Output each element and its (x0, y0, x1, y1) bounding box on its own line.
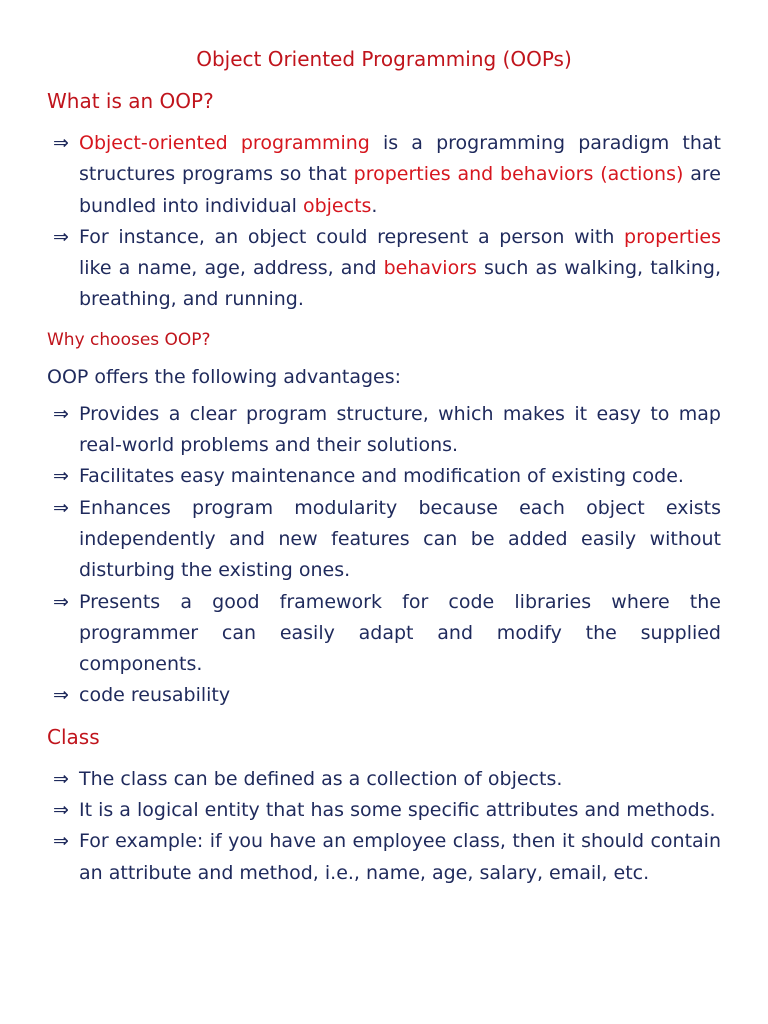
page-title: Object Oriented Programming (OOPs) (196, 47, 572, 71)
heading-what-is-oop: What is an OOP? (47, 89, 214, 113)
class-list (47, 764, 721, 889)
list-item (47, 764, 721, 795)
list-item (47, 493, 721, 587)
heading-why-oop: Why chooses OOP? (47, 329, 211, 350)
arrow-icon: ⇒ (53, 496, 69, 519)
list-item-text: Enhances program modularity because each object exists independently and new features can be added easily without disturbing the existing ones. (79, 496, 721, 582)
list-item-text: code reusability (79, 684, 231, 707)
arrow-icon: ⇒ (53, 684, 69, 707)
heading-class: Class (47, 724, 100, 749)
list-item (47, 461, 721, 492)
body-text: is a programming paradigm that structures programs so that (79, 132, 721, 186)
list-item-text: It is a logical entity that has some specific attributes and methods. (79, 799, 716, 822)
list-item-text: Provides a clear program structure, which makes it easy to map real-world problems and their solutions. (79, 402, 721, 457)
list-item-text: The class can be defined as a collection of objects. (79, 767, 563, 790)
body-text: like a name, age, address, and (79, 257, 384, 280)
arrow-icon: ⇒ (53, 465, 69, 488)
what-list (47, 128, 721, 316)
list-item-text: For example: if you have an employee class, then it should contain an attribute and method, i.e., name, age, salary, email, etc. (79, 830, 721, 884)
list-item (47, 222, 721, 316)
body-text: are bundled into individual (79, 163, 721, 217)
list-item (47, 680, 721, 711)
highlight-text: behaviors (383, 257, 477, 280)
highlight-text: properties (624, 225, 721, 248)
why-intro: OOP offers the following advantages: (47, 365, 402, 388)
arrow-icon: ⇒ (53, 590, 69, 613)
highlight-text: Object-oriented programming (79, 132, 370, 154)
list-item (47, 587, 721, 681)
highlight-text: objects (302, 194, 372, 217)
body-text: For instance, an object could represent a person with (79, 225, 625, 248)
body-text: . (371, 194, 378, 217)
arrow-icon: ⇒ (53, 225, 69, 248)
arrow-icon: ⇒ (53, 830, 69, 853)
arrow-icon: ⇒ (53, 767, 69, 790)
list-item (47, 826, 721, 889)
list-item-text: Presents a good framework for code libraries where the programmer can easily adapt and modify the supplied components. (79, 590, 721, 676)
list-item (47, 795, 721, 826)
arrow-icon: ⇒ (53, 402, 69, 425)
why-list (47, 399, 721, 712)
arrow-icon: ⇒ (53, 132, 69, 154)
list-item-text: Facilitates easy maintenance and modification of existing code. (79, 465, 684, 488)
list-item (47, 128, 721, 222)
body-text: such as walking, talking, breathing, and running. (79, 257, 721, 311)
list-item (47, 399, 721, 462)
highlight-text: properties and behaviors (actions) (353, 163, 684, 186)
arrow-icon: ⇒ (53, 799, 69, 822)
